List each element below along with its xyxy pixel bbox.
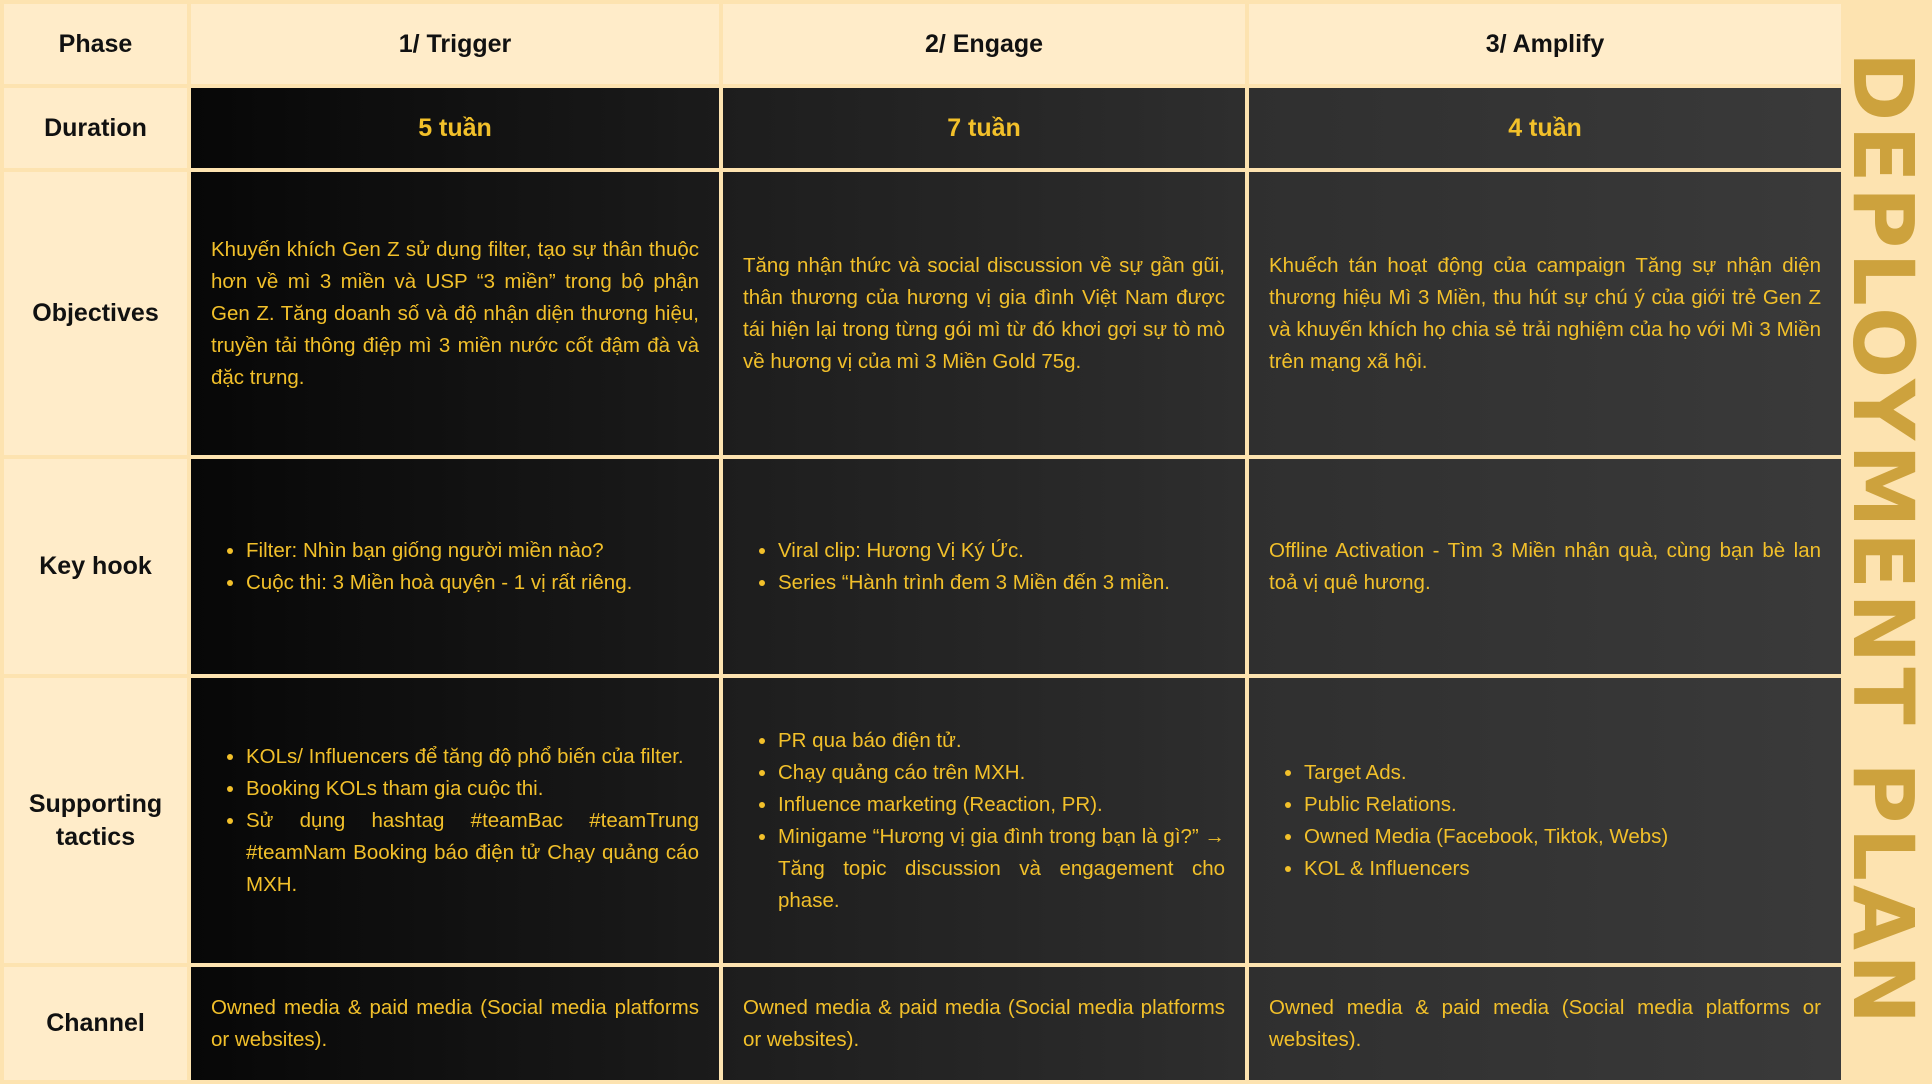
- phase-header-engage: 2/ Engage: [723, 4, 1245, 84]
- key-hook-engage: [723, 459, 1245, 674]
- list-item: • Chạy quảng cáo trên MXH.: [778, 757, 1225, 789]
- list-item: • Series “Hành trình đem 3 Miền đến 3 miền.: [778, 567, 1225, 599]
- objectives-amplify-text: Khuếch tán hoạt động của campaign Tăng sự nhận diện thương hiệu Mì 3 Miền, thu hút sự chú ý của giới trẻ Gen Z và khuyến khích họ chia sẻ trải nghiệm của họ với Mì 3 Miền trên mạng xã hội.: [1269, 253, 1821, 373]
- phase-label: Phase: [4, 4, 187, 84]
- list-item: • Viral clip: Hương Vị Ký Ức.: [778, 535, 1225, 567]
- duration-engage: 7 tuần: [723, 88, 1245, 168]
- key-hook-row: [4, 459, 1841, 674]
- supporting-tactics-trigger-list: [191, 741, 719, 901]
- list-item: • Target Ads.: [1304, 757, 1821, 789]
- objectives-amplify: [1249, 172, 1841, 455]
- supporting-tactics-amplify-list: [1249, 757, 1841, 885]
- side-title: DEPLOYMENT PLAN: [1833, 51, 1932, 1029]
- key-hook-engage-list: [723, 535, 1245, 599]
- duration-row: [4, 88, 1841, 168]
- list-item: • Sử dụng hashtag #teamBac #teamTrung #teamNam Booking báo điện tử Chạy quảng cáo MXH.: [246, 805, 699, 901]
- supporting-tactics-trigger: [191, 678, 719, 963]
- channel-row: [4, 967, 1841, 1080]
- key-hook-trigger: [191, 459, 719, 674]
- supporting-tactics-row: [4, 678, 1841, 963]
- channel-amplify-text: Owned media & paid media (Social media platforms or websites).: [1269, 995, 1821, 1051]
- side-title-panel: [1833, 0, 1932, 1080]
- objectives-engage-text: Tăng nhận thức và social discussion về sự gần gũi, thân thương của hương vị gia đình Việt Nam được tái hiện lại trong từng gói mì từ đó khơi gợi sự tò mò về hương vị của mì 3 Miền Gold 75g.: [743, 253, 1225, 373]
- phase-header-trigger: 1/ Trigger: [191, 4, 719, 84]
- channel-engage-text: Owned media & paid media (Social media platforms or websites).: [743, 995, 1225, 1051]
- supporting-tactics-engage-list: [723, 725, 1245, 917]
- key-hook-trigger-list: [191, 535, 719, 599]
- supporting-tactics-engage: [723, 678, 1245, 963]
- list-item: • KOL & Influencers: [1304, 853, 1821, 885]
- supporting-tactics-amplify: [1249, 678, 1841, 963]
- phase-header-amplify: 3/ Amplify: [1249, 4, 1841, 84]
- list-item: • Booking KOLs tham gia cuộc thi.: [246, 773, 699, 805]
- key-hook-label: Key hook: [4, 459, 187, 674]
- objectives-trigger: [191, 172, 719, 455]
- list-item: • Owned Media (Facebook, Tiktok, Webs): [1304, 821, 1821, 853]
- duration-amplify: 4 tuần: [1249, 88, 1841, 168]
- header-row: [4, 4, 1841, 84]
- objectives-engage: [723, 172, 1245, 455]
- channel-label: Channel: [4, 967, 187, 1080]
- supporting-tactics-label-line2: tactics: [55, 822, 136, 851]
- objectives-trigger-text: Khuyến khích Gen Z sử dụng filter, tạo sự thân thuộc hơn về mì 3 miền và USP “3 miền” trong bộ phận Gen Z. Tăng doanh số và độ nhận diện thương hiệu, truyền tải thông điệp mì 3 miền nước cốt đậm đà và đặc trưng.: [211, 237, 699, 389]
- list-item: • Public Relations.: [1304, 789, 1821, 821]
- objectives-label: Objectives: [4, 172, 187, 455]
- list-item: • KOLs/ Influencers để tăng độ phổ biến của filter.: [246, 741, 699, 773]
- channel-amplify: [1249, 967, 1841, 1080]
- key-hook-amplify-text: Offline Activation - Tìm 3 Miền nhận quà, cùng bạn bè lan toả vị quê hương.: [1269, 538, 1821, 594]
- channel-trigger: [191, 967, 719, 1080]
- list-item: • Cuộc thi: 3 Miền hoà quyện - 1 vị rất riêng.: [246, 567, 699, 599]
- duration-label: Duration: [4, 88, 187, 168]
- supporting-tactics-label: [4, 678, 187, 963]
- objectives-row: [4, 172, 1841, 455]
- duration-trigger: 5 tuần: [191, 88, 719, 168]
- channel-engage: [723, 967, 1245, 1080]
- key-hook-amplify: [1249, 459, 1841, 674]
- supporting-tactics-label-line1: Supporting: [28, 790, 163, 818]
- list-item: • Influence marketing (Reaction, PR).: [778, 789, 1225, 821]
- list-item: • Minigame “Hương vị gia đình trong bạn là gì?” → Tăng topic discussion và engagement cho phase.: [778, 821, 1225, 917]
- channel-trigger-text: Owned media & paid media (Social media platforms or websites).: [211, 995, 699, 1051]
- list-item: • PR qua báo điện tử.: [778, 725, 1225, 757]
- list-item: • Filter: Nhìn bạn giống người miền nào?: [246, 535, 699, 567]
